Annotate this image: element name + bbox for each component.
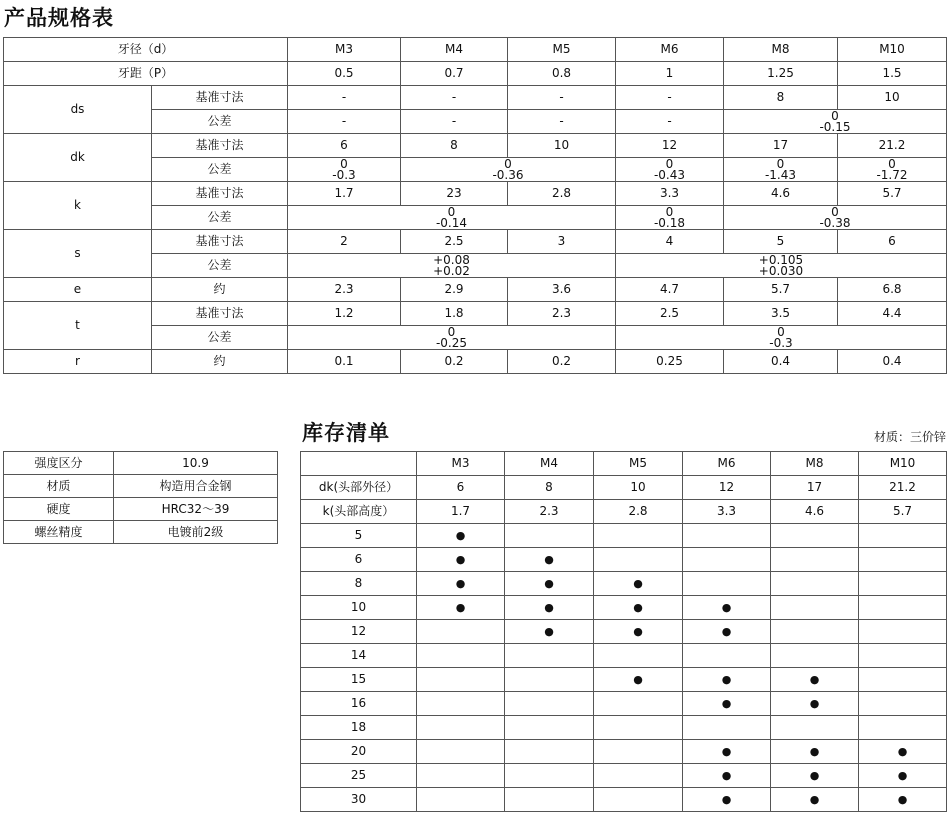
stock-cell (859, 692, 947, 716)
k-row (301, 500, 947, 524)
in-stock-dot-icon: ● (809, 769, 820, 782)
property-value: 电镀前2级 (114, 521, 278, 544)
cell: 5.7 (859, 500, 947, 524)
stock-cell (505, 596, 594, 620)
tolerance-label: 公差 (152, 158, 288, 182)
stock-cell (683, 788, 771, 812)
cell: 0.25 (616, 350, 724, 374)
stock-cell (505, 692, 594, 716)
approx-label: 约 (152, 278, 288, 302)
cell: 1.2 (288, 302, 401, 326)
tolerance-cell: +0.105 +0.030 (616, 254, 947, 278)
tolerance-cell: 0 -0.38 (724, 206, 947, 230)
property-value: 10.9 (114, 452, 278, 475)
stock-cell (594, 572, 683, 596)
basic-label: 基准寸法 (152, 230, 288, 254)
length-label: 6 (301, 548, 417, 572)
size-header: M6 (616, 38, 724, 62)
length-row (301, 548, 947, 572)
tolerance-cell: 0 -1.43 (724, 158, 838, 182)
stock-cell (417, 596, 505, 620)
property-key: 强度区分 (4, 452, 114, 475)
length-label: 30 (301, 788, 417, 812)
stock-cell (771, 620, 859, 644)
stock-cell (417, 740, 505, 764)
stock-cell (594, 692, 683, 716)
stock-cell (594, 524, 683, 548)
cell: 0.8 (508, 62, 616, 86)
in-stock-dot-icon: ● (721, 769, 732, 782)
stock-cell (417, 692, 505, 716)
stock-cell (859, 524, 947, 548)
stock-cell (683, 668, 771, 692)
cell: - (288, 86, 401, 110)
cell: - (401, 86, 508, 110)
tolerance-label: 公差 (152, 206, 288, 230)
stock-cell (771, 788, 859, 812)
approx-label: 约 (152, 350, 288, 374)
cell: 6 (288, 134, 401, 158)
basic-label: 基准寸法 (152, 86, 288, 110)
cell: 2.3 (508, 302, 616, 326)
dk-label: dk(头部外径） (301, 476, 417, 500)
cell: 3.3 (616, 182, 724, 206)
tolerance-cell: 0 -0.3 (288, 158, 401, 182)
in-stock-dot-icon: ● (455, 577, 466, 590)
property-row (4, 521, 278, 544)
property-row (4, 452, 278, 475)
tolerance-cell: 0 -0.36 (401, 158, 616, 182)
stock-cell (859, 788, 947, 812)
length-row (301, 572, 947, 596)
pitch-label: 牙距（P） (4, 62, 288, 86)
length-label: 16 (301, 692, 417, 716)
stock-cell (771, 764, 859, 788)
stock-cell (594, 788, 683, 812)
stock-cell (683, 740, 771, 764)
cell: 4.4 (838, 302, 947, 326)
cell: 1.25 (724, 62, 838, 86)
cell: 10 (508, 134, 616, 158)
tolerance-cell: 0 -1.72 (838, 158, 947, 182)
stock-cell (859, 596, 947, 620)
length-row (301, 692, 947, 716)
stock-cell (417, 716, 505, 740)
cell: - (616, 110, 724, 134)
stock-cell (683, 524, 771, 548)
property-row (4, 475, 278, 498)
dk-label: dk (4, 134, 152, 182)
cell: 0.4 (838, 350, 947, 374)
stock-cell (859, 764, 947, 788)
k-label: k (4, 182, 152, 230)
cell: 2.5 (401, 230, 508, 254)
tolerance-cell: +0.08 +0.02 (288, 254, 616, 278)
tolerance-label: 公差 (152, 254, 288, 278)
stock-cell (683, 620, 771, 644)
cell: 1.8 (401, 302, 508, 326)
stock-cell (859, 644, 947, 668)
stock-cell (859, 620, 947, 644)
stock-cell (505, 740, 594, 764)
stock-cell (683, 644, 771, 668)
tolerance-cell: 0 -0.25 (288, 326, 616, 350)
length-row (301, 644, 947, 668)
cell: 12 (616, 134, 724, 158)
tolerance-label: 公差 (152, 326, 288, 350)
stock-cell (594, 548, 683, 572)
cell: 4.6 (771, 500, 859, 524)
stock-cell (683, 764, 771, 788)
in-stock-dot-icon: ● (809, 673, 820, 686)
length-label: 15 (301, 668, 417, 692)
length-label: 12 (301, 620, 417, 644)
stock-cell (859, 572, 947, 596)
stock-cell (771, 716, 859, 740)
stock-cell (594, 596, 683, 620)
stock-cell (594, 620, 683, 644)
cell: 2.8 (594, 500, 683, 524)
stock-cell (417, 548, 505, 572)
in-stock-dot-icon: ● (721, 697, 732, 710)
cell: 5.7 (724, 278, 838, 302)
thread-d-label: 牙径（d） (4, 38, 288, 62)
stock-cell (417, 644, 505, 668)
length-row (301, 764, 947, 788)
stock-cell (417, 572, 505, 596)
length-row (301, 788, 947, 812)
length-label: 20 (301, 740, 417, 764)
stock-cell (683, 692, 771, 716)
ds-label: ds (4, 86, 152, 134)
cell: 4.6 (724, 182, 838, 206)
stock-cell (417, 620, 505, 644)
s-label: s (4, 230, 152, 278)
length-row (301, 668, 947, 692)
t-label: t (4, 302, 152, 350)
stock-cell (417, 764, 505, 788)
length-label: 5 (301, 524, 417, 548)
cell: 12 (683, 476, 771, 500)
size-header: M3 (417, 452, 505, 476)
stock-cell (771, 572, 859, 596)
stock-cell (683, 572, 771, 596)
stock-cell (505, 788, 594, 812)
in-stock-dot-icon: ● (721, 745, 732, 758)
basic-label: 基准寸法 (152, 302, 288, 326)
in-stock-dot-icon: ● (721, 601, 732, 614)
length-label: 14 (301, 644, 417, 668)
in-stock-dot-icon: ● (721, 625, 732, 638)
e-label: e (4, 278, 152, 302)
cell: 6 (838, 230, 947, 254)
in-stock-dot-icon: ● (544, 553, 554, 566)
property-row (4, 498, 278, 521)
length-label: 25 (301, 764, 417, 788)
spec-title: 产品规格表 (4, 6, 114, 30)
stock-cell (417, 524, 505, 548)
header-row (4, 38, 947, 62)
size-header: M4 (401, 38, 508, 62)
cell: 17 (771, 476, 859, 500)
stock-cell (594, 644, 683, 668)
cell: 2 (288, 230, 401, 254)
stock-cell (594, 740, 683, 764)
in-stock-dot-icon: ● (809, 793, 820, 806)
stock-cell (417, 788, 505, 812)
in-stock-dot-icon: ● (897, 745, 908, 758)
cell: 3 (508, 230, 616, 254)
stock-cell (771, 548, 859, 572)
tolerance-label: 公差 (152, 110, 288, 134)
in-stock-dot-icon: ● (809, 697, 820, 710)
stock-cell (771, 596, 859, 620)
cell: 0.7 (401, 62, 508, 86)
cell: 8 (724, 86, 838, 110)
material-note: 材质：三价锌 (873, 430, 946, 444)
properties-table (3, 451, 278, 544)
cell: 0.2 (401, 350, 508, 374)
k-label: k(头部高度） (301, 500, 417, 524)
in-stock-dot-icon: ● (544, 577, 554, 590)
in-stock-dot-icon: ● (633, 577, 643, 590)
cell: 10 (838, 86, 947, 110)
length-row (301, 620, 947, 644)
tolerance-cell: 0 -0.43 (616, 158, 724, 182)
stock-cell (683, 596, 771, 620)
in-stock-dot-icon: ● (455, 529, 466, 542)
stock-cell (771, 740, 859, 764)
cell: 3.3 (683, 500, 771, 524)
stock-cell (859, 668, 947, 692)
property-key: 硬度 (4, 498, 114, 521)
size-header: M4 (505, 452, 594, 476)
cell: 0.5 (288, 62, 401, 86)
stock-cell (859, 716, 947, 740)
in-stock-dot-icon: ● (544, 601, 554, 614)
cell: 4.7 (616, 278, 724, 302)
dk-row (301, 476, 947, 500)
property-key: 材质 (4, 475, 114, 498)
in-stock-dot-icon: ● (455, 553, 466, 566)
length-label: 18 (301, 716, 417, 740)
in-stock-dot-icon: ● (455, 601, 466, 614)
cell: 0.1 (288, 350, 401, 374)
stock-cell (594, 764, 683, 788)
spec-table (3, 37, 947, 374)
tolerance-cell: 0 -0.18 (616, 206, 724, 230)
stock-cell (505, 620, 594, 644)
in-stock-dot-icon: ● (633, 601, 643, 614)
stock-cell (859, 740, 947, 764)
in-stock-dot-icon: ● (897, 793, 908, 806)
stock-cell (417, 668, 505, 692)
cell: 5.7 (838, 182, 947, 206)
cell: 3.6 (508, 278, 616, 302)
cell: 17 (724, 134, 838, 158)
cell: 3.5 (724, 302, 838, 326)
stock-cell (683, 548, 771, 572)
tolerance-cell: 0 -0.3 (616, 326, 947, 350)
basic-label: 基准寸法 (152, 134, 288, 158)
stock-cell (505, 548, 594, 572)
cell: - (401, 110, 508, 134)
stock-cell (594, 668, 683, 692)
tolerance-cell: 0 -0.15 (724, 110, 947, 134)
basic-label: 基准寸法 (152, 182, 288, 206)
stock-cell (505, 668, 594, 692)
stock-cell (505, 716, 594, 740)
size-header: M10 (859, 452, 947, 476)
in-stock-dot-icon: ● (809, 745, 820, 758)
cell: 2.8 (508, 182, 616, 206)
size-header: M3 (288, 38, 401, 62)
stock-cell (505, 764, 594, 788)
length-label: 8 (301, 572, 417, 596)
size-header: M8 (771, 452, 859, 476)
stock-cell (771, 692, 859, 716)
size-header: M5 (508, 38, 616, 62)
stock-cell (771, 644, 859, 668)
stock-cell (859, 548, 947, 572)
stock-cell (505, 572, 594, 596)
cell: 8 (401, 134, 508, 158)
stock-cell (505, 644, 594, 668)
cell: 21.2 (838, 134, 947, 158)
cell: 2.3 (288, 278, 401, 302)
r-label: r (4, 350, 152, 374)
cell: 21.2 (859, 476, 947, 500)
cell: 5 (724, 230, 838, 254)
cell: 8 (505, 476, 594, 500)
cell: 1.5 (838, 62, 947, 86)
in-stock-dot-icon: ● (633, 625, 643, 638)
cell: 2.3 (505, 500, 594, 524)
pitch-row (4, 62, 947, 86)
length-row (301, 716, 947, 740)
cell: 2.9 (401, 278, 508, 302)
cell: 2.5 (616, 302, 724, 326)
stock-cell (683, 716, 771, 740)
stock-cell (771, 668, 859, 692)
property-key: 螺丝精度 (4, 521, 114, 544)
cell: 1.7 (288, 182, 401, 206)
cell: 23 (401, 182, 508, 206)
in-stock-dot-icon: ● (721, 673, 732, 686)
in-stock-dot-icon: ● (633, 673, 643, 686)
length-row (301, 740, 947, 764)
inventory-table (300, 451, 947, 812)
size-header: M6 (683, 452, 771, 476)
corner-cell (301, 452, 417, 476)
inventory-title: 库存清单 (302, 421, 390, 445)
length-row (301, 524, 947, 548)
size-header: M10 (838, 38, 947, 62)
stock-cell (505, 524, 594, 548)
length-row (301, 596, 947, 620)
size-header: M8 (724, 38, 838, 62)
cell: - (616, 86, 724, 110)
cell: 4 (616, 230, 724, 254)
property-value: HRC32～39 (114, 498, 278, 521)
inventory-header-row (301, 452, 947, 476)
length-label: 10 (301, 596, 417, 620)
cell: 0.2 (508, 350, 616, 374)
cell: 1.7 (417, 500, 505, 524)
cell: 1 (616, 62, 724, 86)
cell: 6.8 (838, 278, 947, 302)
stock-cell (594, 716, 683, 740)
tolerance-cell: 0 -0.14 (288, 206, 616, 230)
cell: 0.4 (724, 350, 838, 374)
cell: - (288, 110, 401, 134)
in-stock-dot-icon: ● (721, 793, 732, 806)
cell: - (508, 110, 616, 134)
stock-cell (771, 524, 859, 548)
in-stock-dot-icon: ● (897, 769, 908, 782)
cell: - (508, 86, 616, 110)
cell: 10 (594, 476, 683, 500)
in-stock-dot-icon: ● (544, 625, 554, 638)
size-header: M5 (594, 452, 683, 476)
cell: 6 (417, 476, 505, 500)
property-value: 构造用合金钢 (114, 475, 278, 498)
